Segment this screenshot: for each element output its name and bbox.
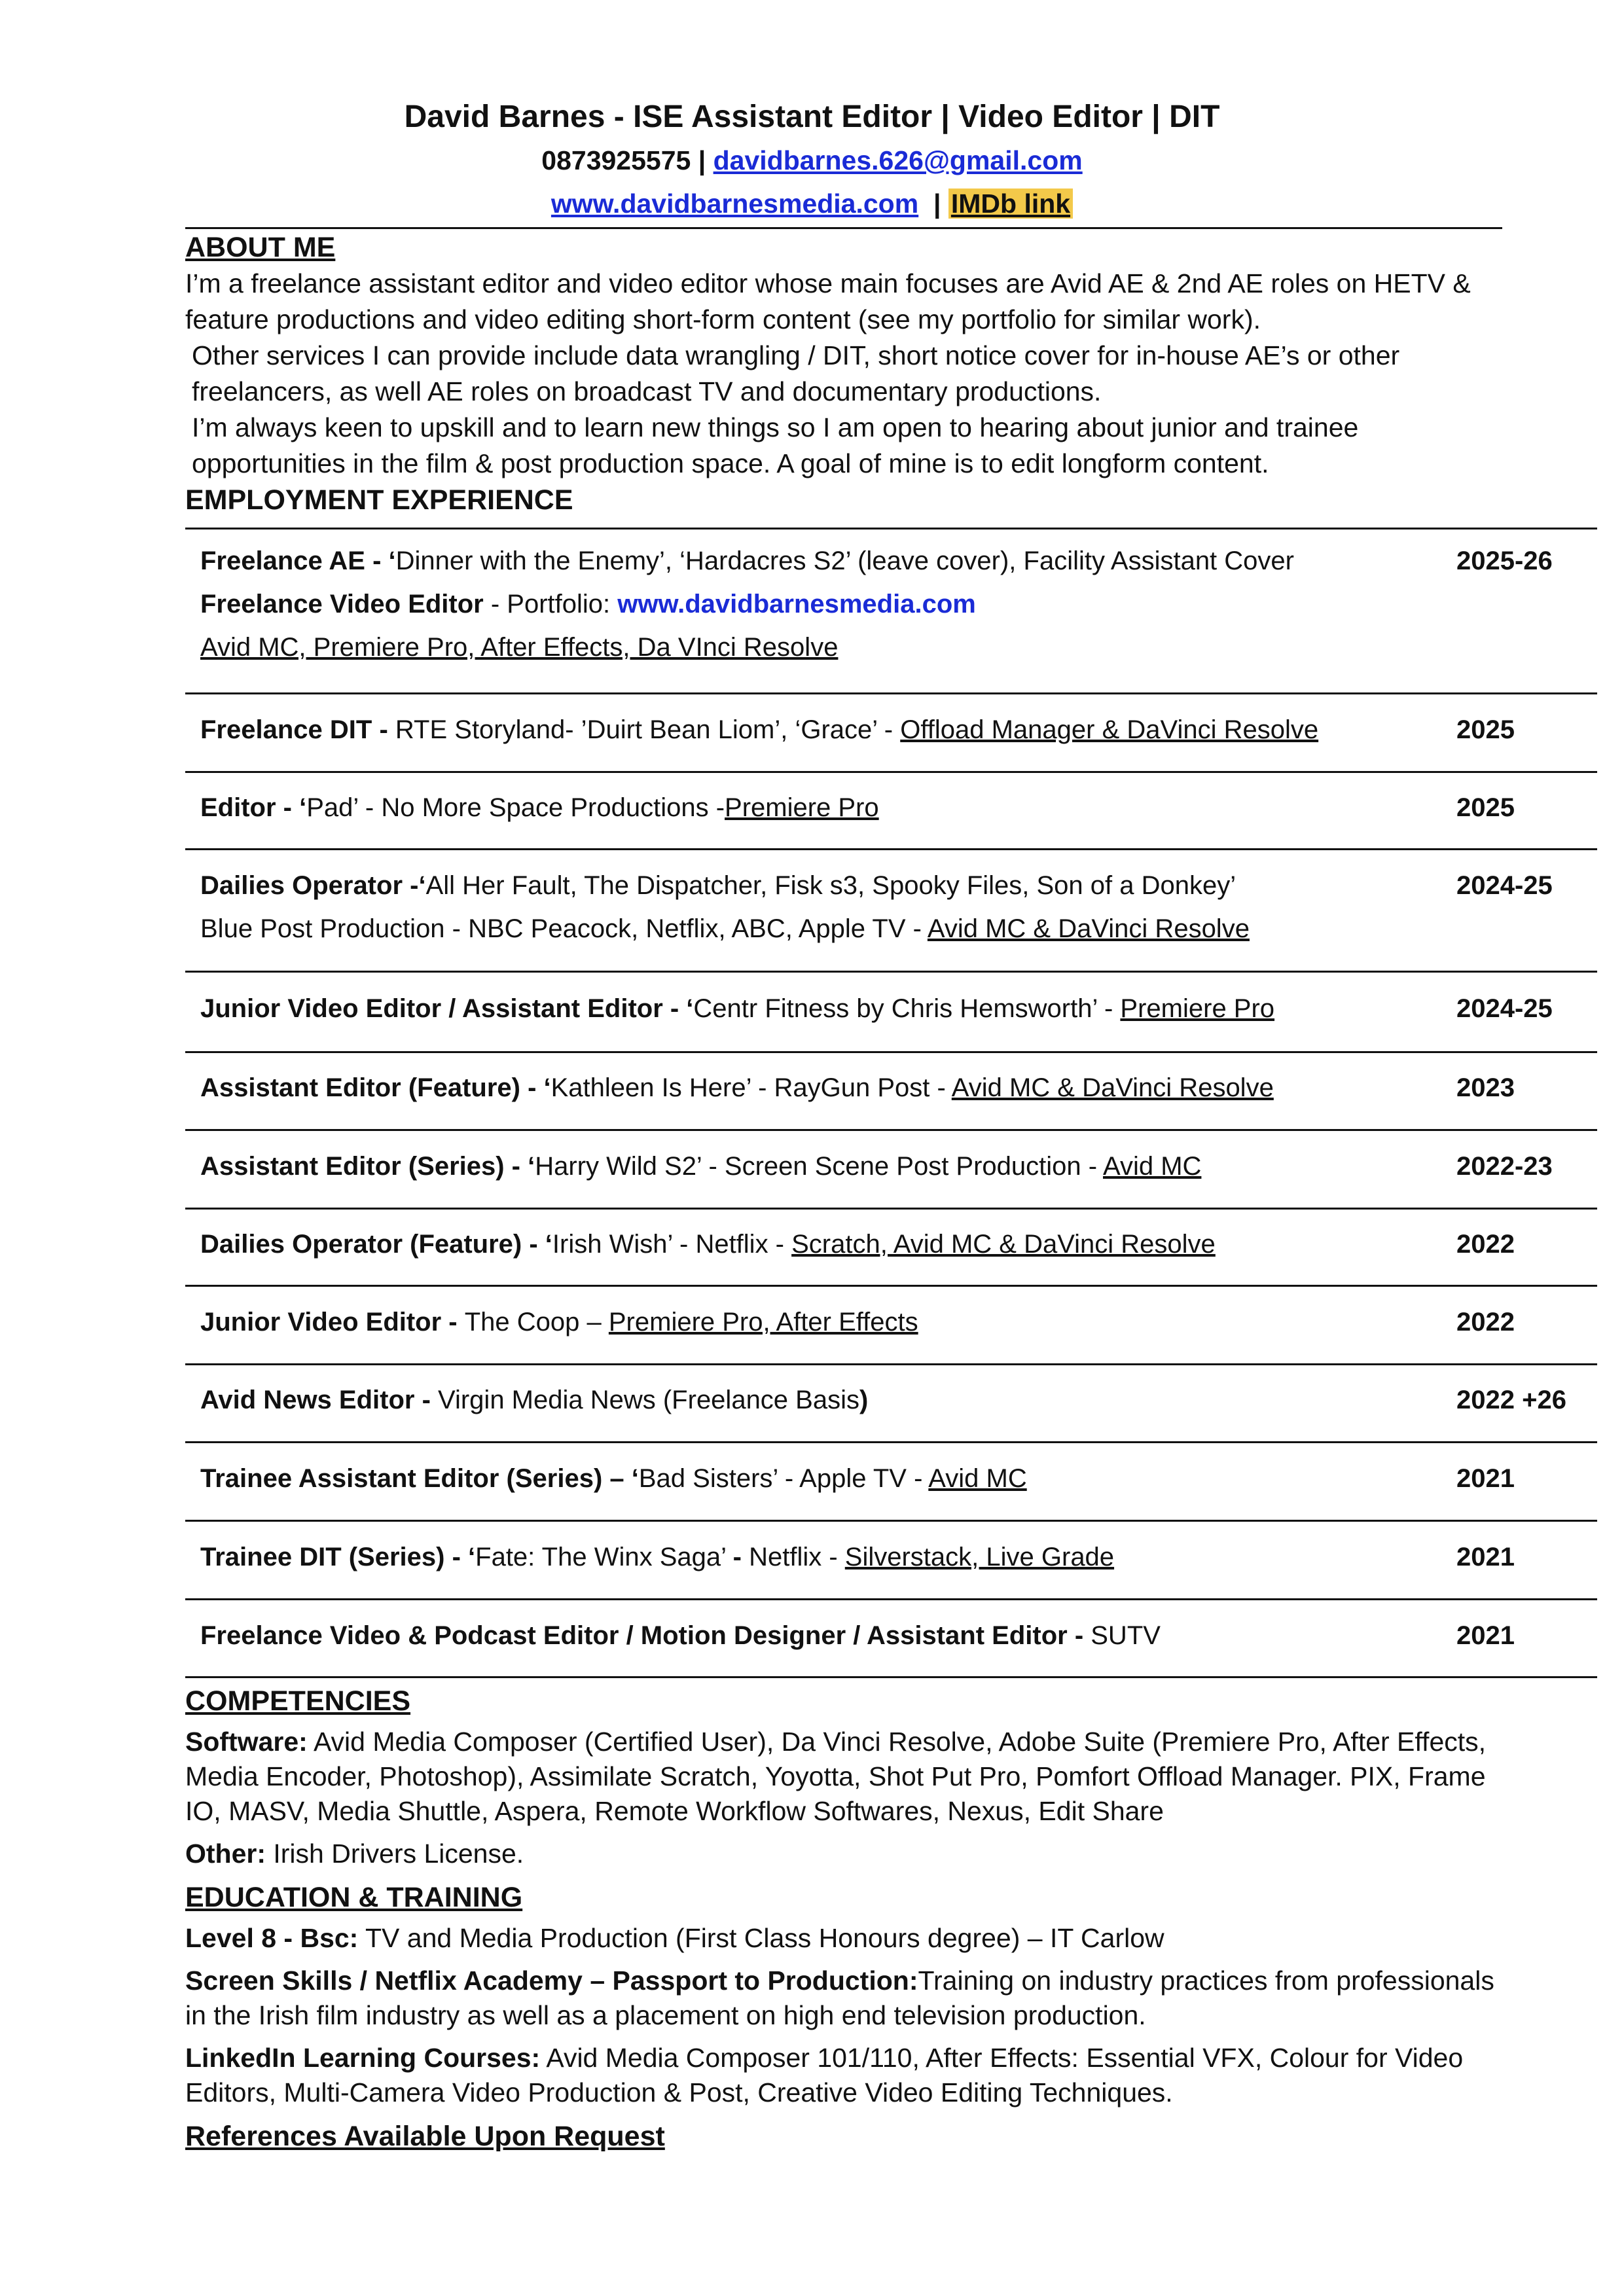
job-details: SUTV	[1083, 1621, 1161, 1650]
about-section	[185, 229, 1507, 518]
email-link[interactable]: davidbarnes.626@gmail.com	[713, 145, 1083, 175]
row-divider	[185, 771, 1597, 773]
competencies-section	[185, 1683, 1507, 2155]
courses-text: Avid Media Composer 101/110, After Effects: Essential VFX, Colour for Video Editors, Multi-Camera Video Production & Post, Creative Video Editing Techniques.	[185, 2043, 1464, 2108]
education-heading: EDUCATION & TRAINING	[185, 1882, 523, 1913]
job-role: Trainee Assistant Editor (Series) – ‘	[200, 1464, 639, 1493]
job-line	[200, 539, 1477, 583]
job-role: Freelance Video Editor	[200, 590, 484, 619]
job-role: Junior Video Editor / Assistant Editor - ‘	[200, 994, 694, 1023]
job-role: Trainee DIT (Series) - ‘	[200, 1543, 476, 1571]
job-tools: Premiere Pro	[1120, 994, 1275, 1023]
about-heading: ABOUT ME	[185, 232, 336, 263]
job-role: Dailies Operator -‘	[200, 871, 426, 900]
row-divider	[185, 971, 1597, 973]
job-role: Freelance DIT -	[200, 715, 395, 744]
row-divider	[185, 1208, 1597, 1210]
separator: |	[933, 188, 941, 219]
job-role: Freelance AE - ‘	[200, 547, 396, 575]
row-divider	[185, 1441, 1597, 1443]
job-details: Harry Wild S2’ - Screen Scene Post Production -	[535, 1152, 1103, 1181]
job-details: All Her Fault, The Dispatcher, Fisk s3, Spooky Files, Son of a Donkey’	[425, 871, 1236, 900]
imdb-link[interactable]: IMDb link	[948, 188, 1073, 219]
job-year: 2022 +26	[1456, 1386, 1566, 1414]
job-tools: Avid MC & DaVinci Resolve	[951, 1073, 1274, 1102]
training-text: Training on industry practices from professionals in the Irish film industry as well as a placement on high end television production.	[185, 1965, 1494, 2030]
job-details: Centr Fitness by Chris Hemsworth’ -	[693, 994, 1121, 1023]
degree-label: Level 8 - Bsc:	[185, 1923, 359, 1953]
job-details: Fate: The Winx Saga’	[475, 1543, 733, 1571]
software-block	[185, 1725, 1507, 1829]
job-tools: Scratch, Avid MC & DaVinci Resolve	[791, 1230, 1216, 1259]
row-divider	[185, 1363, 1597, 1365]
other-label: Other:	[185, 1839, 266, 1869]
job-tools: Offload Manager & DaVinci Resolve	[900, 715, 1319, 744]
job-role: Freelance Video & Podcast Editor / Motion Designer / Assistant Editor -	[200, 1621, 1084, 1650]
job-role: Editor - ‘	[200, 793, 307, 822]
job-year: 2025-26	[1456, 547, 1553, 575]
about-paragraph: I’m a freelance assistant editor and video editor whose main focuses are Avid AE & 2nd AE roles on HETV & feature productions and video editing short-form content (see my portfolio for similar work).	[185, 268, 1471, 334]
row-divider	[185, 692, 1597, 694]
job-details: Pad’ - No More Space Productions -	[306, 793, 725, 822]
about-paragraph: I’m always keen to upskill and to learn new things so I am open to hearing about junior and trainee opportunities in the film & post production space. A goal of mine is to edit longform content.	[192, 412, 1359, 478]
job-line	[200, 907, 1477, 950]
job-tools: Avid MC & DaVinci Resolve	[927, 914, 1250, 943]
job-year: 2022	[1456, 1308, 1515, 1336]
resume-header	[0, 96, 1624, 225]
page-title: David Barnes - ISE Assistant Editor | Video Editor | DIT	[404, 99, 1220, 134]
training-label: Screen Skills / Netflix Academy – Passport to Production:	[185, 1965, 918, 1996]
job-details: RTE Storyland- ’Duirt Bean Liom’, ‘Grace’ -	[395, 715, 901, 744]
other-text: Irish Drivers License.	[266, 1839, 524, 1869]
job-details: Blue Post Production - NBC Peacock, Netflix, ABC, Apple TV -	[200, 914, 928, 943]
phone-number: 0873925575	[541, 145, 691, 175]
job-details: Virgin Media News (Freelance Basis	[438, 1386, 859, 1414]
job-details-dash: -	[732, 1543, 742, 1571]
job-year: 2022-23	[1456, 1152, 1553, 1181]
row-divider	[185, 1676, 1597, 1678]
job-year: 2024-25	[1456, 994, 1553, 1023]
job-tools: Silverstack, Live Grade	[844, 1543, 1115, 1571]
job-year: 2023	[1456, 1073, 1515, 1102]
links-line	[0, 182, 1624, 225]
portfolio-link[interactable]: www.davidbarnesmedia.com	[617, 590, 976, 619]
row-divider	[185, 528, 1597, 529]
education-item	[185, 2041, 1507, 2110]
about-text	[185, 266, 1507, 482]
job-year: 2024-25	[1456, 871, 1553, 900]
website-link[interactable]: www.davidbarnesmedia.com	[550, 188, 919, 219]
job-tools: Avid MC	[928, 1464, 1027, 1493]
job-details-tail: )	[859, 1386, 869, 1414]
separator: |	[698, 145, 706, 175]
job-details: Bad Sisters’ - Apple TV -	[638, 1464, 929, 1493]
job-role: Dailies Operator (Feature) - ‘	[200, 1230, 552, 1259]
degree-text: TV and Media Production (First Class Honours degree) – IT Carlow	[358, 1923, 1164, 1953]
education-item	[185, 1921, 1507, 1956]
row-divider	[185, 1129, 1597, 1131]
software-label: Software:	[185, 1727, 308, 1757]
job-year: 2025	[1456, 793, 1515, 822]
references-note: References Available Upon Request	[185, 2121, 665, 2152]
row-divider	[185, 1285, 1597, 1287]
job-details: The Coop –	[464, 1308, 609, 1336]
software-list: Avid Media Composer (Certified User), Da Vinci Resolve, Adobe Suite (Premiere Pro, After Effects, Media Encoder, Photoshop), Assimilate Scratch, Yoyotta, Shot Put Pro, Pomfort Offload Manager. PIX, Frame IO, MASV, Media Shuttle, Aspera, Remote Workflow Softwares, Nexus, Edit Share	[185, 1727, 1487, 1826]
job-details: - Portfolio:	[483, 590, 618, 619]
employment-heading: EMPLOYMENT EXPERIENCE	[185, 484, 573, 516]
competencies-heading: COMPETENCIES	[185, 1685, 411, 1717]
job-details: Irish Wish’ - Netflix -	[552, 1230, 792, 1259]
job-year: 2025	[1456, 715, 1515, 744]
education-item	[185, 1964, 1507, 2033]
job-tools: Avid MC, Premiere Pro, After Effects, Da VInci Resolve	[200, 633, 839, 662]
job-year: 2021	[1456, 1464, 1515, 1493]
job-role: Avid News Editor -	[200, 1386, 439, 1414]
job-role: Assistant Editor (Series) - ‘	[200, 1152, 535, 1181]
row-divider	[185, 848, 1597, 850]
job-year: 2021	[1456, 1543, 1515, 1571]
contact-line	[0, 139, 1624, 182]
courses-label: LinkedIn Learning Courses:	[185, 2043, 541, 2073]
about-paragraph: Other services I can provide include data wrangling / DIT, short notice cover for in-house AE’s or other freelancers, as well AE roles on broadcast TV and documentary productions.	[192, 340, 1400, 406]
row-divider	[185, 1051, 1597, 1053]
job-year: 2022	[1456, 1230, 1515, 1259]
row-divider	[185, 1598, 1597, 1600]
job-tools: Premiere Pro	[725, 793, 879, 822]
job-details: Dinner with the Enemy’, ‘Hardacres S2’ (leave cover), Facility Assistant Cover	[395, 547, 1294, 575]
other-block	[185, 1837, 1507, 1871]
job-year: 2021	[1456, 1621, 1515, 1650]
job-line	[200, 583, 1477, 626]
job-role: Junior Video Editor -	[200, 1308, 465, 1336]
job-details: Netflix -	[741, 1543, 845, 1571]
job-line	[200, 864, 1477, 907]
job-role: Assistant Editor (Feature) - ‘	[200, 1073, 551, 1102]
job-tools: Premiere Pro, After Effects	[608, 1308, 918, 1336]
job-tools: Avid MC	[1103, 1152, 1202, 1181]
job-details: Kathleen Is Here’ - RayGun Post -	[550, 1073, 952, 1102]
row-divider	[185, 1520, 1597, 1522]
